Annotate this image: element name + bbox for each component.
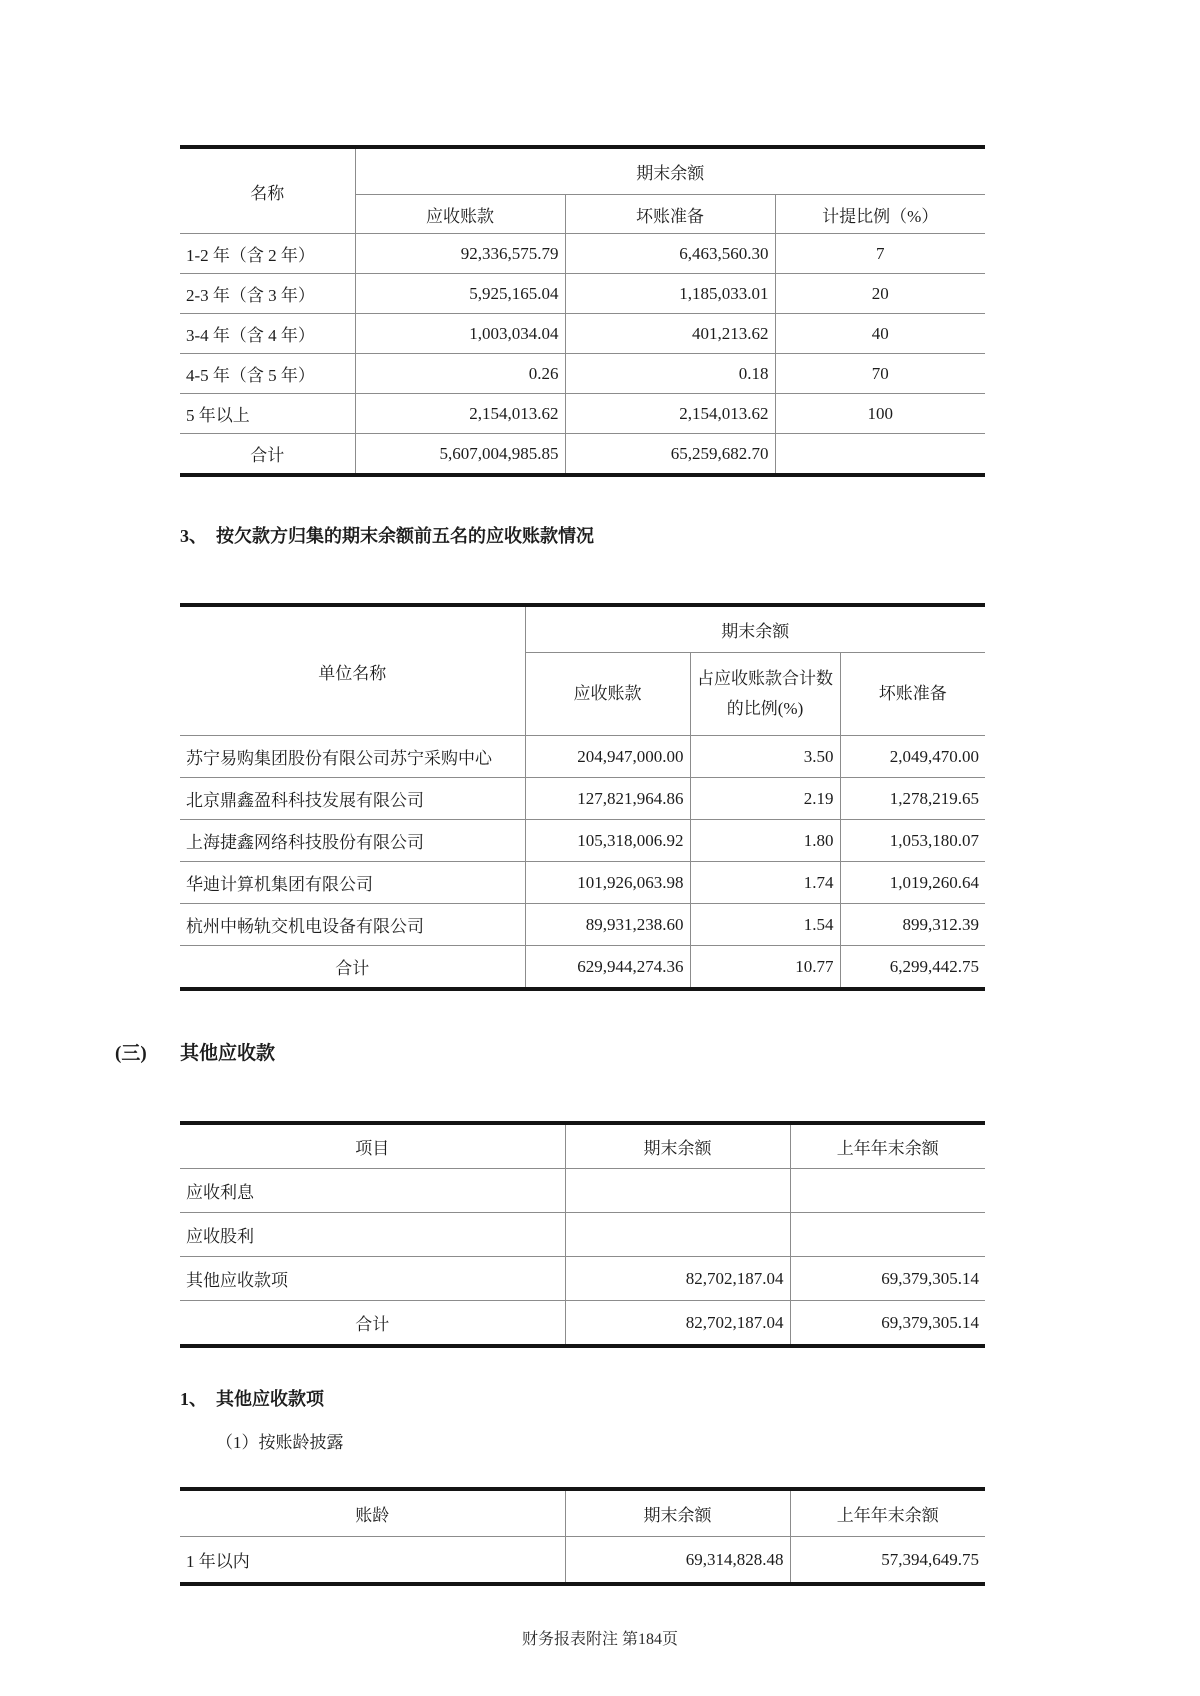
cell-value: 5,925,165.04	[355, 274, 565, 314]
table-row	[180, 820, 985, 862]
header-company-name: 单位名称	[180, 605, 525, 736]
cell-value: 6,299,442.75	[840, 946, 985, 990]
other-receivables-table	[180, 1121, 985, 1348]
cell-value: 2,049,470.00	[840, 736, 985, 778]
cell-label: 合计	[180, 1301, 565, 1347]
header-name: 名称	[180, 147, 355, 234]
cell-value: 7	[775, 234, 985, 274]
cell-value: 82,702,187.04	[565, 1257, 790, 1301]
header-ending-balance: 期末余额	[565, 1489, 790, 1537]
cell-value: 1,003,034.04	[355, 314, 565, 354]
table-row	[180, 1169, 985, 1213]
cell-label: 3-4 年（含 4 年）	[180, 314, 355, 354]
cell-value: 82,702,187.04	[565, 1301, 790, 1347]
cell-label: 1 年以内	[180, 1537, 565, 1585]
table-row	[180, 778, 985, 820]
cell-label: 应收利息	[180, 1169, 565, 1213]
header-accounts-receivable: 应收账款	[355, 195, 565, 234]
table-header-row	[180, 1489, 985, 1537]
table-row	[180, 1257, 985, 1301]
cell-label: 杭州中畅轨交机电设备有限公司	[180, 904, 525, 946]
header-prior-year-balance: 上年年末余额	[790, 1489, 985, 1537]
table-row	[180, 354, 985, 394]
cell-value: 101,926,063.98	[525, 862, 690, 904]
cell-value: 2.19	[690, 778, 840, 820]
section-number: (三)	[115, 1043, 147, 1064]
table-row	[180, 314, 985, 354]
table-header-row	[180, 147, 985, 195]
header-bad-debt-provision: 坏账准备	[565, 195, 775, 234]
cell-label: 合计	[180, 434, 355, 476]
total-row	[180, 1301, 985, 1347]
cell-value: 401,213.62	[565, 314, 775, 354]
cell-value	[790, 1169, 985, 1213]
section-heading-other-receivables-item	[180, 1388, 985, 1410]
cell-label: 合计	[180, 946, 525, 990]
header-aging: 账龄	[180, 1489, 565, 1537]
cell-value: 0.26	[355, 354, 565, 394]
cell-label: 应收股利	[180, 1213, 565, 1257]
cell-label: 2-3 年（含 3 年）	[180, 274, 355, 314]
cell-value	[565, 1213, 790, 1257]
cell-label: 4-5 年（含 5 年）	[180, 354, 355, 394]
table-row	[180, 394, 985, 434]
header-ending-balance: 期末余额	[355, 147, 985, 195]
total-row	[180, 946, 985, 990]
cell-value: 40	[775, 314, 985, 354]
cell-value: 57,394,649.75	[790, 1537, 985, 1585]
cell-value: 2,154,013.62	[355, 394, 565, 434]
cell-value: 899,312.39	[840, 904, 985, 946]
header-ar-percentage: 占应收账款合计数的比例(%)	[690, 653, 840, 736]
cell-value: 69,379,305.14	[790, 1257, 985, 1301]
header-accounts-receivable: 应收账款	[525, 653, 690, 736]
cell-value: 1,019,260.64	[840, 862, 985, 904]
section-heading-other-receivables	[115, 1043, 985, 1065]
cell-value: 69,314,828.48	[565, 1537, 790, 1585]
cell-value: 105,318,006.92	[525, 820, 690, 862]
section-heading-top5	[180, 525, 985, 547]
cell-label: 苏宁易购集团股份有限公司苏宁采购中心	[180, 736, 525, 778]
section-title: 其他应收款项	[216, 1389, 324, 1409]
table-header-row	[180, 605, 985, 653]
table-row	[180, 234, 985, 274]
cell-value: 204,947,000.00	[525, 736, 690, 778]
header-prior-year-balance: 上年年末余额	[790, 1123, 985, 1169]
subsection-heading-aging-disclosure: （1）按账龄披露	[216, 1433, 344, 1452]
other-receivables-aging-table	[180, 1487, 985, 1586]
section-title: 其他应收款	[180, 1043, 276, 1064]
header-bad-debt-provision: 坏账准备	[840, 653, 985, 736]
table-row	[180, 1537, 985, 1585]
cell-value	[790, 1213, 985, 1257]
cell-value: 65,259,682.70	[565, 434, 775, 476]
header-ending-balance: 期末余额	[525, 605, 985, 653]
cell-label: 其他应收款项	[180, 1257, 565, 1301]
cell-label: 上海捷鑫网络科技股份有限公司	[180, 820, 525, 862]
total-row	[180, 434, 985, 476]
cell-value	[565, 1169, 790, 1213]
document-page	[115, 0, 985, 1586]
section-number: 1、	[180, 1389, 207, 1409]
table-header-row	[180, 1123, 985, 1169]
cell-value: 2,154,013.62	[565, 394, 775, 434]
section-title: 按欠款方归集的期末余额前五名的应收账款情况	[216, 526, 594, 546]
cell-value: 1,053,180.07	[840, 820, 985, 862]
cell-value: 6,463,560.30	[565, 234, 775, 274]
table-row	[180, 904, 985, 946]
cell-value: 1.74	[690, 862, 840, 904]
cell-value: 1,278,219.65	[840, 778, 985, 820]
cell-value: 1,185,033.01	[565, 274, 775, 314]
cell-value: 69,379,305.14	[790, 1301, 985, 1347]
cell-value: 629,944,274.36	[525, 946, 690, 990]
cell-value: 5,607,004,985.85	[355, 434, 565, 476]
cell-value: 10.77	[690, 946, 840, 990]
page-footer: 财务报表附注 第184页	[521, 1631, 678, 1648]
header-provision-ratio: 计提比例（%）	[775, 195, 985, 234]
cell-value: 70	[775, 354, 985, 394]
cell-value: 0.18	[565, 354, 775, 394]
cell-value: 1.54	[690, 904, 840, 946]
table-row	[180, 1213, 985, 1257]
table-row	[180, 736, 985, 778]
header-item: 项目	[180, 1123, 565, 1169]
cell-value: 127,821,964.86	[525, 778, 690, 820]
table-row	[180, 862, 985, 904]
top5-debtors-table	[180, 603, 985, 991]
cell-label: 华迪计算机集团有限公司	[180, 862, 525, 904]
cell-value: 20	[775, 274, 985, 314]
cell-label: 北京鼎鑫盈科科技发展有限公司	[180, 778, 525, 820]
table-row	[180, 274, 985, 314]
cell-value: 92,336,575.79	[355, 234, 565, 274]
cell-value: 100	[775, 394, 985, 434]
section-number: 3、	[180, 526, 207, 546]
cell-label: 5 年以上	[180, 394, 355, 434]
aging-provision-table	[180, 145, 985, 477]
cell-value: 89,931,238.60	[525, 904, 690, 946]
cell-label: 1-2 年（含 2 年）	[180, 234, 355, 274]
header-ending-balance: 期末余额	[565, 1123, 790, 1169]
cell-value: 1.80	[690, 820, 840, 862]
cell-value: 3.50	[690, 736, 840, 778]
cell-value	[775, 434, 985, 476]
